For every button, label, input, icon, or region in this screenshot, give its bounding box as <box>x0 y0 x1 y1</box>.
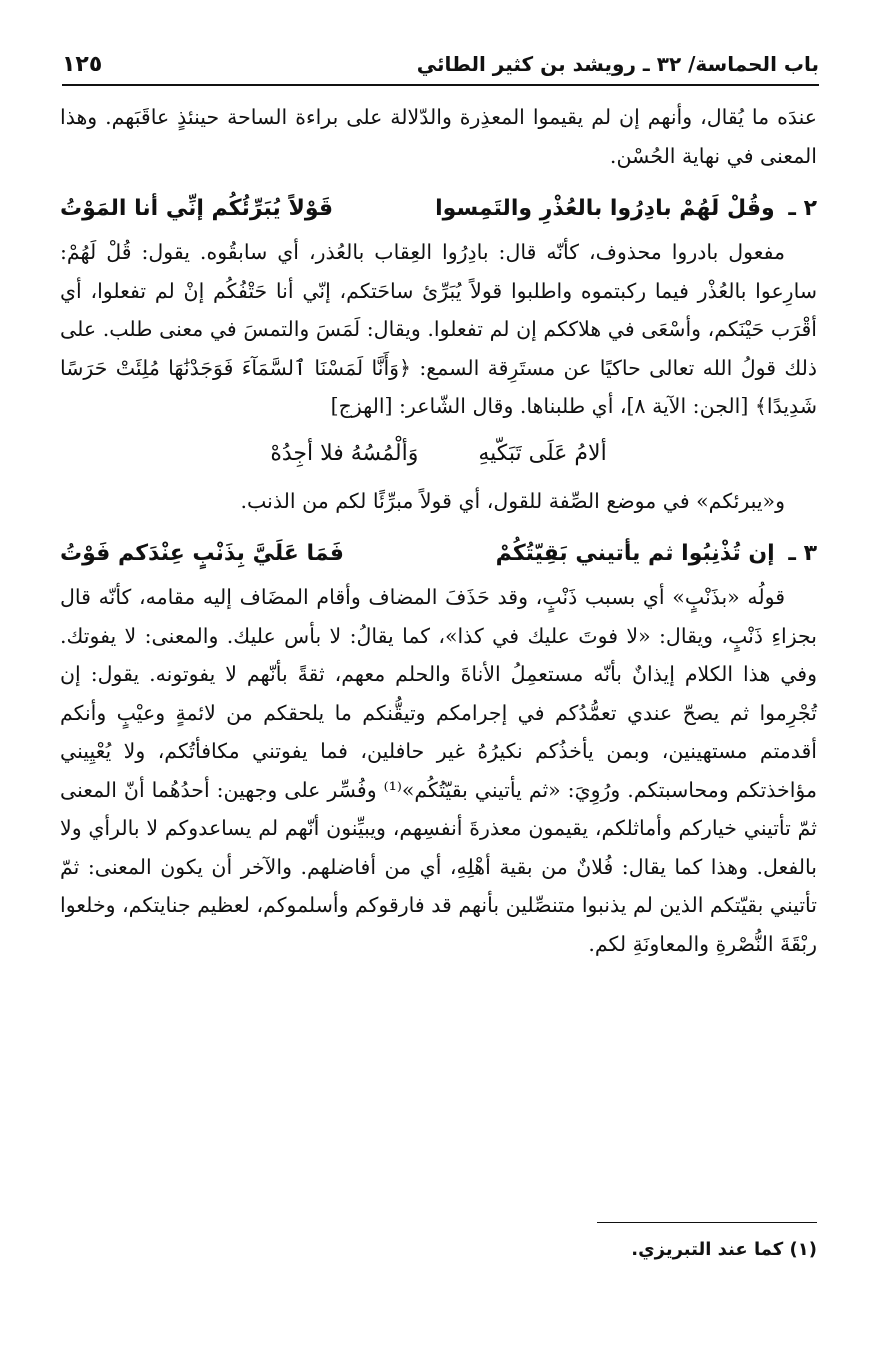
running-header <box>62 44 819 86</box>
footnote-divider <box>597 1222 817 1223</box>
poem-hemistich-second: وَألْمُسُهُ فلا أجِدُهْ <box>270 440 419 466</box>
commentary-verse-3: قولُه «بذَنْبٍ» أي بسبب ذَنْبٍ، وقد حَذَفَ المضاف وأقام المضَاف إليه مقامه، كأنّه قال بجزاءِ ذَنْبٍ، ويقال: «لا فوتَ عليك في كذا»، كما يقالُ: لا بأس عليك. والمعنى: لا يفوتك. وفي هذا الكلام إيذانٌ بأنّه مستعمِلُ الأناةَ والحلم معهم، ثقةً بأنّهم لا يفوتونه. يقول: إن تُجْرِموا ثم يصحّ عندي تعمُّدُكم في إجرامكم وتيقُّنكم ما يلحقكم من لائمةٍ وعيْبٍ وأنكم أقدمتم مستهينين، وبمن يأخذُكم نكيرُهُ غير حافلين، فما يفوتني مكافأتُكم، ولا يُعْيِيني مؤاخذتكم ومحاسبتكم. ورُوِيَ: «ثم يأتيني بقيّتُكُم»⁽¹⁾ وفُسِّر على وجهين: أحدُهُما أنّ المعنى ثمّ تأتيني خياركم وأماثلكم، يقيمون معذرةَ أنفسِهم، ويبيِّنون أنّهم لم يساعدوكم لا بالرأي ولا بالفعل. وهذا كما يقال: فُلانٌ من بقية أهْلِهِ، أي من أفاضلهم. والآخر أن يكون المعنى: ثمّ تأتيني بقيّتكم الذين لم يذنبوا متنصِّلين بأنهم قد فارقوكم وأسلموكم، لعظيم جنايتكم، وخلعوا ربْقَةَ النُّصْرةِ والمعاونَةِ لكم. <box>60 585 817 956</box>
chapter-title: باب الحماسة/ ٣٢ ـ رويشد بن كثير الطائي <box>416 52 819 76</box>
verse-hemistich-second: فَمَا عَلَيَّ بِذَنْبٍ عِنْدَكم فَوْتُ <box>60 541 344 566</box>
verse-hemistich-second: قَوْلاً يُبَرِّئُكُم إنِّي أنا المَوْتُ <box>60 196 334 221</box>
verse-number: ٣ ـ <box>788 541 817 566</box>
footnotes <box>0 1222 817 1260</box>
verse-2 <box>60 189 817 229</box>
paragraph-intro: عندَه ما يُقال، وأنهم إن لم يقيموا المعذِرة والدّلالة على براءة الساحة حينئذٍ عاقَبَهم. وهذا المعنى في نهاية الحُسْن. <box>60 105 817 168</box>
page-number: ١٢٥ <box>62 51 103 77</box>
verse-hemistich-first: وقُلْ لَهُمْ بادِرُوا بالعُذْرِ والتَمِسوا <box>435 196 775 221</box>
verse-3 <box>60 534 817 574</box>
commentary-note: و«يبرئكم» في موضع الصِّفة للقول، أي قولاً مبرِّئًا لكم من الذنب. <box>240 488 785 513</box>
poem-hemistich-first: ألامُ عَلَى تَبَكّيهِ <box>478 440 607 466</box>
commentary-verse-2: مفعول بادروا محذوف، كأنّه قال: بادِرُوا العِقاب بالعُذر، أي سابقُوه. يقول: قُلْ لَهُمْ: سارِعوا بالعُذْر فيما ركبتموه واطلبوا قولاً يُبَرِّئ ساحَتكم، إنّي أنا حَتْفُكُم إنْ لم تفعلوا، أي أقْرَب حَيْنَكم، وأسْعَى في هلاككم إن لم تفعلوا. ويقال: لَمَسَ والتمسَ في معنى طلب. على ذلك قولُ الله تعالى حاكيًا عن مستَرِقة السمع: ﴿وَأَنَّا لَمَسْنَا ٱلسَّمَآءَ فَوَجَدْنَٰهَا مُلِئَتْ حَرَسًا شَدِيدًا﴾ [الجن: الآية ٨]، أي طلبناها. وقال الشّاعر: [الهزج] <box>60 240 817 418</box>
footnote-1: (١) كما عند التبريزي. <box>631 1239 817 1260</box>
poem-quote <box>60 432 817 476</box>
main-text <box>60 98 817 963</box>
verse-hemistich-first: إن تُذْنِبُوا ثم يأتيني بَقِيّتُكُمْ <box>495 541 775 566</box>
verse-number: ٢ ـ <box>788 196 817 221</box>
